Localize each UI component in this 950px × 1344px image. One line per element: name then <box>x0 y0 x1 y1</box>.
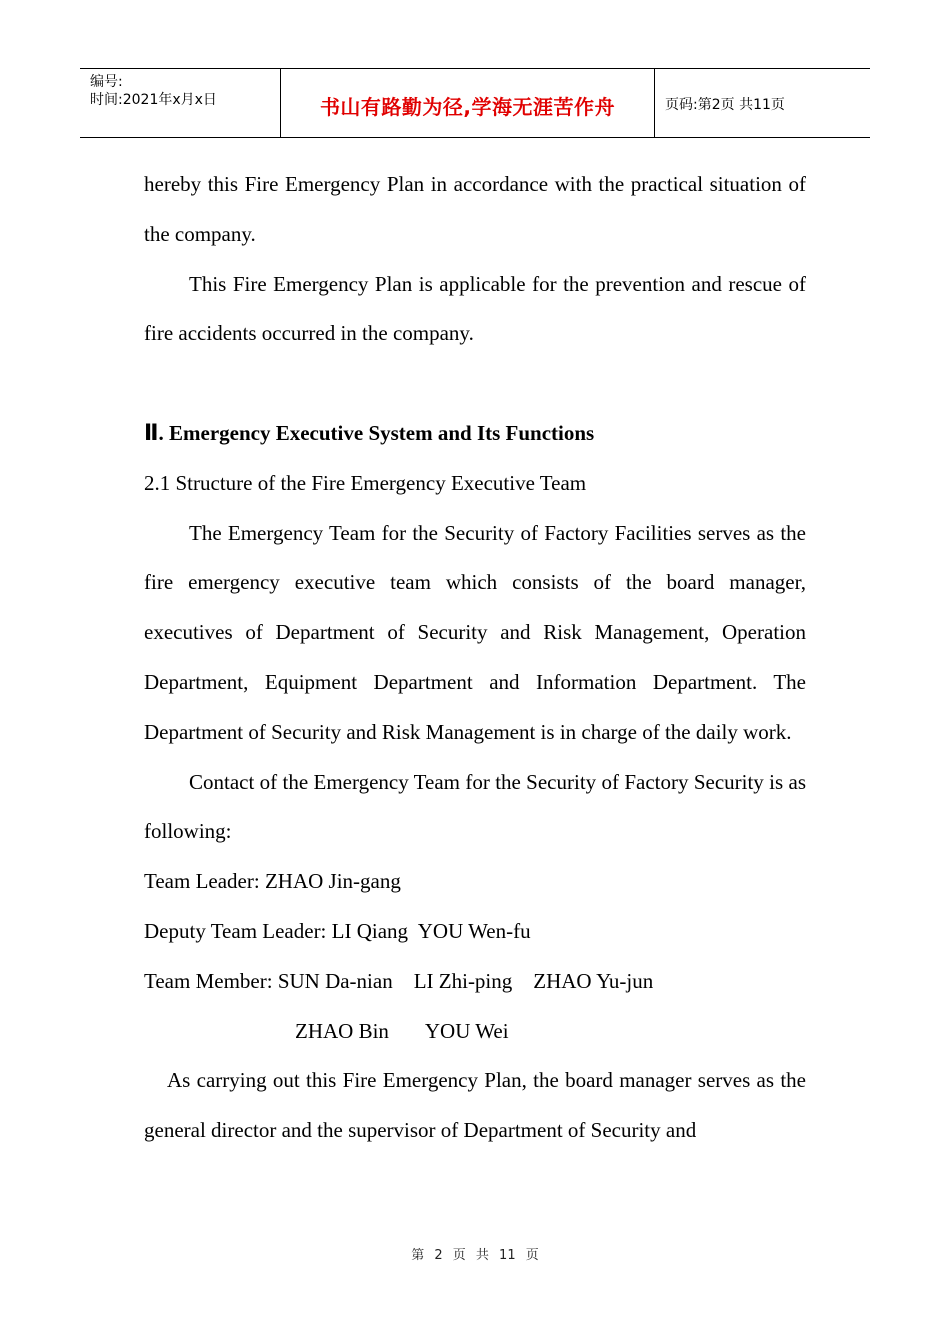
header-number-label: 编号: <box>90 74 123 90</box>
header-date-label: 时间:2021年x月x日 <box>90 92 217 108</box>
paragraph-continuation: hereby this Fire Emergency Plan in accordance with the practical situation of the company. <box>144 172 806 246</box>
paragraph-team-structure: The Emergency Team for the Security of Factory Facilities serves as the fire emergency executive team which consists of the board manager, executives of Department of Security and Risk Management, Operation Department, Equipment Department and Information Department. The Department of Security and Risk Management is in charge of the daily work. <box>144 520 806 744</box>
section-heading <box>144 409 806 459</box>
header-page-info: 页码:第2页 共11页 <box>665 97 785 113</box>
subsection-heading: 2.1 Structure of the Fire Emergency Executive Team <box>144 470 587 495</box>
page-footer: 第 2 页 共 11 页 <box>411 1248 539 1263</box>
deputy-leader-line: Deputy Team Leader: LI Qiang YOU Wen-fu <box>144 918 531 943</box>
team-member-continuation: ZHAO Bin YOU Wei <box>295 1018 509 1043</box>
document-body <box>144 160 806 1156</box>
header-motto: 书山有路勤为径,学海无涯苦作舟 <box>281 69 655 137</box>
paragraph-execution: As carrying out this Fire Emergency Plan, the board manager serves as the general director and the supervisor of Department of Security and <box>144 1068 806 1143</box>
team-member-line: Team Member: SUN Da-nian LI Zhi-ping ZHAO Yu-jun <box>144 968 654 993</box>
section-numeral: Ⅱ <box>144 420 159 446</box>
team-leader-line: Team Leader: ZHAO Jin-gang <box>144 869 401 894</box>
header-meta-cell <box>80 69 281 137</box>
paragraph-contact-intro: Contact of the Emergency Team for the Security of Factory Security is as following: <box>144 769 806 844</box>
section-title: . Emergency Executive System and Its Functions <box>158 420 595 445</box>
paragraph-applicability: This Fire Emergency Plan is applicable for the prevention and rescue of fire accidents occurred in the company. <box>144 271 806 346</box>
page-header <box>80 68 870 138</box>
blank-line <box>144 359 806 409</box>
